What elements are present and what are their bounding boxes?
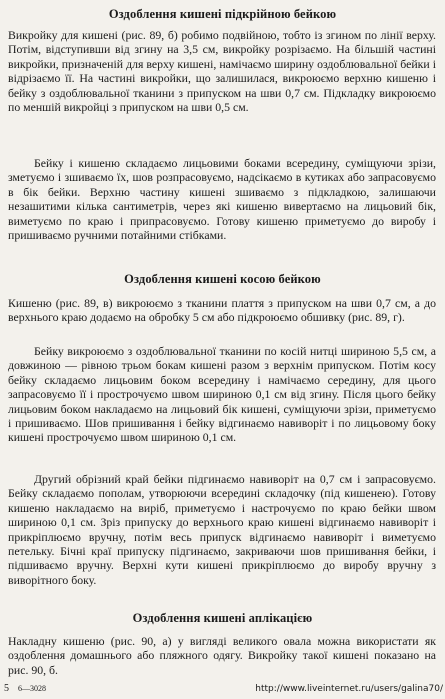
section-heading-1: Оздоблення кишені підкрійною бейкою xyxy=(108,7,337,21)
section-1-paragraph-1: Викройку для кишені (рис. 89, б) робимо подвійною, тобто із згином по лінії верху. Потім, відступивши від згину на 3,5 см, викройку розрізаємо. На більшій частині викройки, призначеній для верху кишені, намічаємо ширину оздоблювальної бейки і відрізаємо її. На частині викройки, що залишилася, викроюємо верхню кишеню і бейку з оздоблювальної тканини з припуском на шви 0,7 см. Підкладку викроюємо по меншій викройці з припуском на шви 0,5 см. xyxy=(8,28,436,115)
watermark-url: http://www.liveinternet.ru/users/galina70/ xyxy=(255,684,443,694)
section-heading-2: Оздоблення кишені косою бейкою xyxy=(124,272,321,286)
page-number: 5 xyxy=(4,683,9,694)
page-footer xyxy=(2,683,443,697)
section-2-paragraph-1: Кишеню (рис. 89, в) викроюємо з тканини плаття з припуском на шви 0,7 см, а до верхнього краю додаємо на обробку 5 см або підкроюємо обшивку (рис. 89, г). xyxy=(8,296,436,325)
print-code: 6—3028 xyxy=(18,684,46,693)
section-2-paragraph-3: Другий обрізний край бейки підгинаємо навиворіт на 0,7 см і запрасовуємо. Бейку складаємо пополам, утворюючи всередині складочку (під кишенею). Готову кишеню накладаємо на виріб, приметуємо і настрочуємо по краю бейки швом шириною 0,1 см. Зріз припуску до верхнього краю кишені відгинаємо навиворіт і прикріплюємо вручну, потім весь припуск відгинаємо навиворіт і виметуємо петельку. Бічні краї припуску підгинаємо, закриваючи шов пришивання бейки, і підшиваємо вручну. Верхні кути кишені прикріплюємо до виробу вручну з виворітного боку. xyxy=(8,472,436,587)
section-1-paragraph-2: Бейку і кишеню складаємо лицьовими боками всередину, суміщуючи зрізи, зметуємо і зшиваємо їх, шов розпрасовуємо, надсікаємо в кутиках або запрасовуємо в бік бейки. Верхню частину кишені зшиваємо з підкладкою, залишаючи незашитими кілька сантиметрів, через які кишеню вивертаємо на лицьовий бік, виметуємо по краю і припрасовуємо. Готову кишеню приметуємо до виробу і пришиваємо ручними потайними стібками. xyxy=(8,156,436,243)
section-2-paragraph-2: Бейку викроюємо з оздоблювальної тканини по косій нитці шириною 5,5 см, а довжиною — рівною трьом бокам кишені разом з верхнім припуском. Потім косу бейку складаємо лицьовим боком всередину і намічаємо середину, для цього запрасовуємо її і прострочуємо швом шириною 0,1 см від згину. Після цього бейку лицьовим боком накладаємо на лицьовий бік кишені, суміщуючи зрізи, приметуємо і пришиваємо. Шов пришивання і бейку відгинаємо навиворіт і по лицьовому боку кишені прострочуємо швом шириною 0,1 см. xyxy=(8,344,436,445)
section-heading-3: Оздоблення кишені аплікацією xyxy=(132,611,313,625)
section-3-paragraph-1: Накладну кишеню (рис. 90, а) у вигляді великого овала можна використати як оздоблення домашнього або пляжного одягу. Викройку такої кишені показано на рис. 90, б. xyxy=(8,634,436,677)
